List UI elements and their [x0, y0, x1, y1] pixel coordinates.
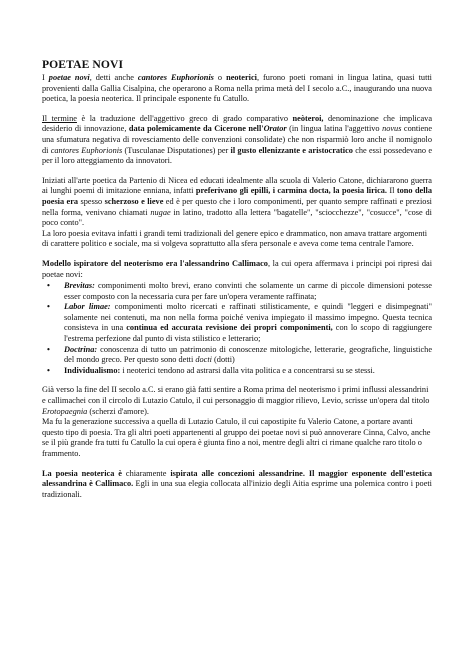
education-paragraph	[42, 176, 432, 229]
text-run: (in lingua latina l'aggettivo	[286, 124, 383, 134]
emphasis: cantores Euphorionis	[137, 73, 214, 82]
list-item	[42, 366, 432, 377]
text-run: in latino, tradotto alla lettera "bagatelle", "sciocchezze", "cosucce", "cose di poco conto".	[42, 207, 432, 228]
text-run: spesso	[78, 196, 105, 206]
text-run: contiene una sfumatura negativa di rovesciamento delle convenzioni consolidate) che non risparmiò loro anche il nomignolo di	[42, 124, 432, 155]
text-run: che essi possedevano e per il loro atteggiamento da innovatori.	[42, 145, 433, 166]
item-text: con lo scopo di raggiungere l'estrema perfezione dal punto di vista stilistico e letterario;	[64, 323, 432, 344]
intro-paragraph	[42, 73, 432, 105]
text-run: , la cui opera affermava i principi poi ripresi dai poetae novi:	[42, 258, 433, 279]
emphasis: tono della poesia era	[42, 186, 432, 206]
bullet-icon: •	[47, 365, 50, 375]
emphasis: nugae	[150, 207, 171, 217]
emphasis: Modello ispiratore del neoterismo era l'alessandrino Callimaco	[42, 258, 268, 268]
emphasis: scherzoso e lieve	[104, 196, 164, 206]
emphasis: poetae novi	[48, 73, 90, 82]
underlined-text: Il termine	[42, 113, 77, 123]
bullet-icon: •	[47, 281, 50, 291]
emphasis: La poesia neoterica è	[42, 468, 122, 478]
emphasis: cantores Euphorionis	[50, 145, 123, 155]
text-run: Egli in una sua elegia collocata all'inizio degli Aitia esprime una polemica contro i poeti tradizionali.	[42, 479, 432, 499]
text-run: è la traduzione dell'aggettivo greco di grado comparativo	[76, 113, 293, 123]
emphasis: il gusto ellenizzante e aristocratico	[230, 145, 353, 155]
emphasis: preferivano gli epilli, i carmina docta, la poesia lirica.	[195, 186, 388, 196]
text-run: , furono poeti romani in lingua latina, quasi tutti provenienti dalla Gallia Cisalpina, che operarono a Roma nella prima metà del I secolo a.C., inaugurando una nuova poetica, la poesia neoterica. Il principale esponente fu Catullo.	[42, 73, 432, 104]
item-text: componimenti molto ricercati e raffinati stilisticamente, e quindi "leggeri e disimpegnati" solamente nei contenuti, ma non nella forma poiché veniva impiegato il massimo impegno. Questa tecnica consisteva in una	[64, 302, 432, 333]
list-item	[42, 281, 432, 302]
item-text: (dotti)	[211, 355, 235, 365]
text-run: ed è per questo che i loro componimenti, per quanto sempre raffinati e preziosi nella forma, venivano chiamati	[42, 196, 432, 217]
text-run: o	[213, 73, 227, 82]
text-run: denominazione che implicava desiderio di innovazione,	[42, 113, 433, 134]
etymology-paragraph	[42, 114, 432, 167]
text-run: Iniziati all'arte poetica da Partenio di Nicea ed educati idealmente alla scuola di Valerio Catone, dichiararono guerra ai lunghi poemi di imitazione enniana, infatti	[42, 175, 432, 196]
page-title: POETAE NOVI	[42, 58, 124, 71]
emphasis: Erotopaegnia	[42, 406, 88, 416]
model-paragraph	[42, 259, 432, 280]
emphasis: data polemicamente da Cicerone nell'	[128, 124, 264, 134]
bullet-icon: •	[47, 302, 50, 312]
generation-paragraph: Ma fu la generazione successiva a quella di Lutazio Catulo, il cui capostipite fu Valerio Catone, a portare avanti questo tipo di poesia. Tra gli altri poeti appartenenti al gruppo dei poetae novi si può annoverare Cinna, Calvo, anche se il più grande fra tutti fu Catullo la cui opera è giunta fino a noi, mentre degli altri ci rimane qualche raro titolo o frammento.	[42, 417, 431, 458]
text-run: , detti anche	[89, 73, 138, 82]
emphasis: continua ed accurata revisione dei propri componimenti,	[126, 323, 333, 333]
item-text: conoscenza di tutto un patrimonio di conoscenze mitologiche, letterarie, geografiche, linguistiche del mondo greco. Per questo sono detti	[64, 344, 432, 365]
themes-paragraph: La loro poesia evitava infatti i grandi temi tradizionali del genere epico e drammatico, non amava trattare argomenti di carattere politico e sociale, ma si volgeva soprattutto alla sfera personale e aveva come tema centrale l'amore.	[42, 228, 428, 249]
text-run: chiaramente	[121, 468, 171, 478]
principles-list	[42, 281, 432, 376]
conclusion-paragraph	[42, 469, 432, 501]
history-paragraph	[42, 385, 432, 417]
item-text: i neoterici tendono ad astrarsi dalla vita politica e a concentrarsi su se stessi.	[120, 365, 375, 375]
emphasis: novus	[382, 124, 402, 134]
text-run: (scherzi d'amore).	[87, 406, 149, 416]
text-run: (Tusculanae Disputationes) per	[122, 145, 231, 155]
list-item	[42, 345, 432, 366]
item-label: Doctrina:	[64, 344, 98, 354]
emphasis: neoterici	[226, 73, 257, 82]
text-run: Il	[387, 186, 397, 196]
emphasis: docti	[195, 355, 212, 365]
text-run: I	[42, 73, 49, 82]
item-label: Brevitas:	[64, 281, 95, 291]
text-run: Già verso la fine del II secolo a.C. si erano già fatti sentire a Roma prima del neoterismo i primi influssi alessandrini e callimachei con il circolo di Lutazio Catulo, il cui personaggio di maggior rilievo, Levio, scrisse un'opera dal titolo	[42, 385, 430, 406]
item-label: Labor limae:	[64, 302, 111, 312]
list-item	[42, 302, 432, 344]
emphasis: ispirata alle concezioni alessandrine. Il maggior esponente dell'estetica alessandrina è Callimaco.	[42, 468, 432, 489]
item-label: Individualismo:	[64, 365, 121, 375]
emphasis: neòteroi,	[292, 113, 324, 123]
item-text: componimenti molto brevi, erano convinti che solamente un carme di piccole dimensioni potesse esser composto con la necessaria cura per fare un'opera veramente raffinata;	[64, 281, 432, 301]
bullet-icon: •	[47, 344, 50, 354]
emphasis: Orator	[263, 124, 287, 134]
